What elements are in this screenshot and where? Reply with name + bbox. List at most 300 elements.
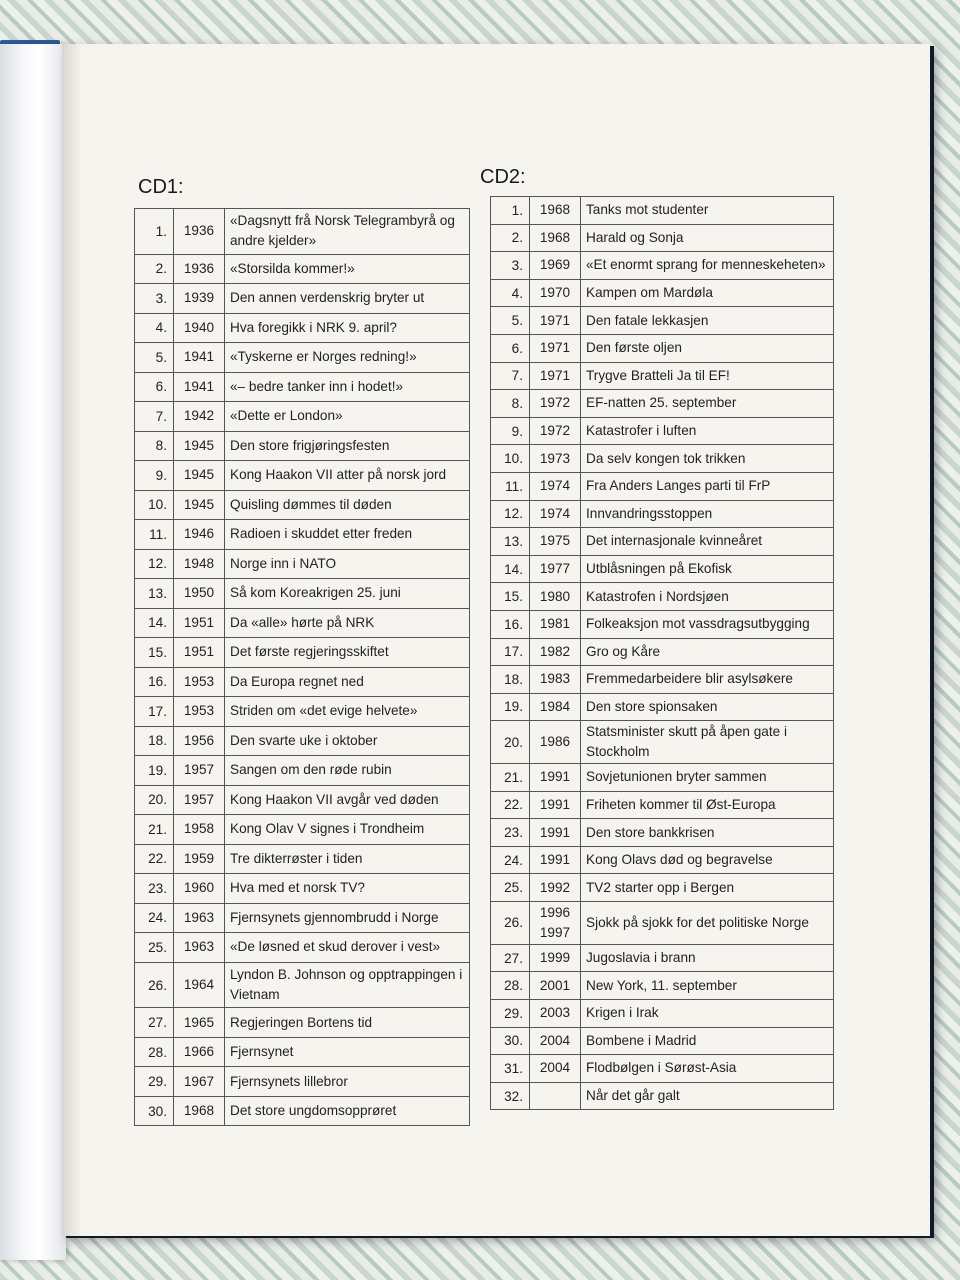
- track-year-value: 1957: [183, 762, 215, 778]
- track-year: [174, 431, 225, 461]
- track-row: [491, 417, 834, 445]
- track-number: 4.: [491, 279, 530, 307]
- track-number: 7.: [491, 362, 530, 390]
- track-year-value: 1936: [183, 223, 215, 239]
- track-number: 8.: [135, 431, 174, 461]
- track-year: [530, 764, 581, 792]
- track-year: [174, 1096, 225, 1126]
- track-title: Bombene i Madrid: [581, 1027, 834, 1055]
- track-year-value: 1968: [183, 1103, 215, 1119]
- track-year: [174, 726, 225, 756]
- track-year: [530, 721, 581, 764]
- track-title: Sjokk på sjokk for det politiske Norge: [581, 902, 834, 945]
- track-title: New York, 11. september: [581, 972, 834, 1000]
- track-title: Regjeringen Bortens tid: [225, 1008, 470, 1038]
- track-row: [491, 334, 834, 362]
- track-title: Katastrofer i luften: [581, 417, 834, 445]
- track-year-value: 1953: [183, 703, 215, 719]
- track-year-value: 1959: [183, 850, 215, 866]
- track-row: [491, 279, 834, 307]
- track-number: 16.: [491, 610, 530, 638]
- track-title: Da Europa regnet ned: [225, 667, 470, 697]
- track-row: [491, 362, 834, 390]
- track-row: [135, 933, 470, 963]
- track-year-value: 1967: [183, 1073, 215, 1089]
- track-year: [530, 972, 581, 1000]
- track-year: [530, 666, 581, 694]
- track-year-value: 2003: [539, 1005, 571, 1021]
- track-row: [135, 1067, 470, 1097]
- track-title: Hva med et norsk TV?: [225, 874, 470, 904]
- track-year-value: 1953: [183, 673, 215, 689]
- track-row: [135, 608, 470, 638]
- track-title: Flodbølgen i Sørøst-Asia: [581, 1055, 834, 1083]
- track-title: Fjernsynet: [225, 1037, 470, 1067]
- track-year-value: 1965: [183, 1014, 215, 1030]
- track-row: [135, 402, 470, 432]
- track-year-value: 1997: [539, 924, 571, 940]
- track-row: [135, 1096, 470, 1126]
- track-year: [174, 962, 225, 1008]
- cd1-track-table: [134, 208, 470, 1126]
- track-title: Striden om «det evige helvete»: [225, 697, 470, 727]
- track-number: 11.: [135, 520, 174, 550]
- track-row: [491, 445, 834, 473]
- track-title: «De løsned et skud derover i vest»: [225, 933, 470, 963]
- track-year-value: 1991: [539, 824, 571, 840]
- track-number: 22.: [491, 791, 530, 819]
- track-year-value: 1991: [539, 769, 571, 785]
- track-year: [530, 472, 581, 500]
- cd1-heading: CD1:: [138, 176, 184, 198]
- track-row: [135, 343, 470, 373]
- track-year: [174, 402, 225, 432]
- track-number: 13.: [491, 528, 530, 556]
- track-number: 5.: [491, 307, 530, 335]
- track-row: [491, 972, 834, 1000]
- track-year: [174, 520, 225, 550]
- track-title: Gro og Kåre: [581, 638, 834, 666]
- track-year-value: 1941: [183, 349, 215, 365]
- track-year-value: 1966: [183, 1044, 215, 1060]
- track-number: 3.: [135, 284, 174, 314]
- track-number: 28.: [491, 972, 530, 1000]
- track-number: 9.: [491, 417, 530, 445]
- track-number: 27.: [491, 944, 530, 972]
- track-year-value: 1971: [539, 340, 571, 356]
- track-year: [174, 697, 225, 727]
- track-title: Fjernsynets gjennombrudd i Norge: [225, 903, 470, 933]
- track-row: [491, 902, 834, 945]
- track-year-value: 2004: [539, 1032, 571, 1048]
- track-year-value: 1960: [183, 880, 215, 896]
- track-year-value: 1977: [539, 561, 571, 577]
- book-spine: [0, 44, 66, 1260]
- track-number: 19.: [135, 756, 174, 786]
- track-year: [530, 279, 581, 307]
- track-number: 1.: [135, 209, 174, 255]
- track-year-value: 1948: [183, 555, 215, 571]
- track-number: 26.: [491, 902, 530, 945]
- track-year-value: 1963: [183, 939, 215, 955]
- track-title: Krigen i Irak: [581, 999, 834, 1027]
- track-row: [491, 721, 834, 764]
- track-year: [530, 528, 581, 556]
- track-year-value: 1991: [539, 796, 571, 812]
- track-number: 24.: [135, 903, 174, 933]
- track-number: 21.: [135, 815, 174, 845]
- track-year-value: 1974: [539, 478, 571, 494]
- track-title: Fremmedarbeidere blir asylsøkere: [581, 666, 834, 694]
- track-year: [530, 1082, 581, 1110]
- track-year: [174, 844, 225, 874]
- track-year-value: 1970: [539, 285, 571, 301]
- track-title: Lyndon B. Johnson og opptrappingen i Vietnam: [225, 962, 470, 1008]
- track-year: [530, 197, 581, 225]
- track-year-value: 1957: [183, 791, 215, 807]
- track-row: [491, 555, 834, 583]
- track-row: [491, 944, 834, 972]
- track-row: [135, 756, 470, 786]
- track-row: [491, 874, 834, 902]
- track-number: 2.: [491, 224, 530, 252]
- track-number: 1.: [491, 197, 530, 225]
- track-number: 17.: [491, 638, 530, 666]
- track-row: [135, 1008, 470, 1038]
- track-row: [135, 313, 470, 343]
- track-row: [135, 490, 470, 520]
- track-year-value: 1992: [539, 879, 571, 895]
- track-year-value: 1982: [539, 643, 571, 659]
- track-year: [530, 846, 581, 874]
- track-year: [530, 334, 581, 362]
- track-row: [135, 254, 470, 284]
- track-row: [135, 697, 470, 727]
- track-year-value: 2001: [539, 977, 571, 993]
- track-title: Hva foregikk i NRK 9. april?: [225, 313, 470, 343]
- track-year: [530, 500, 581, 528]
- track-number: 9.: [135, 461, 174, 491]
- track-number: 20.: [491, 721, 530, 764]
- track-year: [174, 372, 225, 402]
- track-row: [491, 1027, 834, 1055]
- track-year: [530, 874, 581, 902]
- track-number: 29.: [135, 1067, 174, 1097]
- track-year-value: 1999: [539, 950, 571, 966]
- track-year-value: 1945: [183, 496, 215, 512]
- track-number: 27.: [135, 1008, 174, 1038]
- track-year: [174, 1067, 225, 1097]
- track-number: 23.: [135, 874, 174, 904]
- track-year-value: 1951: [183, 614, 215, 630]
- track-year-value: 1971: [539, 312, 571, 328]
- track-year-value: 1945: [183, 437, 215, 453]
- track-title: «Storsilda kommer!»: [225, 254, 470, 284]
- track-number: 15.: [491, 583, 530, 611]
- track-row: [491, 252, 834, 280]
- cd2-heading: CD2:: [480, 166, 526, 188]
- track-year: [174, 608, 225, 638]
- track-year: [174, 549, 225, 579]
- track-row: [491, 1055, 834, 1083]
- track-number: 14.: [491, 555, 530, 583]
- track-row: [135, 874, 470, 904]
- track-row: [491, 1082, 834, 1110]
- track-year-value: 1971: [539, 367, 571, 383]
- track-row: [135, 785, 470, 815]
- track-title: Harald og Sonja: [581, 224, 834, 252]
- track-title: Friheten kommer til Øst-Europa: [581, 791, 834, 819]
- track-title: Kong Haakon VII atter på norsk jord: [225, 461, 470, 491]
- track-year-value: 1950: [183, 585, 215, 601]
- track-row: [491, 472, 834, 500]
- track-title: Trygve Bratteli Ja til EF!: [581, 362, 834, 390]
- track-row: [491, 666, 834, 694]
- track-year: [174, 209, 225, 255]
- track-row: [491, 224, 834, 252]
- track-year-value: 1981: [539, 616, 571, 632]
- track-year-value: 1946: [183, 526, 215, 542]
- track-year: [174, 343, 225, 373]
- track-number: 7.: [135, 402, 174, 432]
- track-year: [174, 1008, 225, 1038]
- track-row: [135, 667, 470, 697]
- track-year-value: 1984: [539, 698, 571, 714]
- track-year: [174, 579, 225, 609]
- track-number: 15.: [135, 638, 174, 668]
- track-row: [135, 431, 470, 461]
- track-number: 31.: [491, 1055, 530, 1083]
- track-year-value: 1956: [183, 732, 215, 748]
- track-year-value: 1986: [539, 734, 571, 750]
- track-year-value: 1974: [539, 505, 571, 521]
- track-year: [174, 1037, 225, 1067]
- track-year: [174, 667, 225, 697]
- track-year-value: 1980: [539, 588, 571, 604]
- track-title: Katastrofen i Nordsjøen: [581, 583, 834, 611]
- track-number: 23.: [491, 819, 530, 847]
- track-title: Jugoslavia i brann: [581, 944, 834, 972]
- track-title: Den annen verdenskrig bryter ut: [225, 284, 470, 314]
- track-number: 20.: [135, 785, 174, 815]
- track-number: 14.: [135, 608, 174, 638]
- track-row: [491, 197, 834, 225]
- track-title: Kong Haakon VII avgår ved døden: [225, 785, 470, 815]
- track-number: 6.: [491, 334, 530, 362]
- track-number: 13.: [135, 579, 174, 609]
- track-title: Den fatale lekkasjen: [581, 307, 834, 335]
- track-year: [174, 313, 225, 343]
- track-year-value: 1945: [183, 467, 215, 483]
- track-number: 25.: [491, 874, 530, 902]
- track-year: [530, 362, 581, 390]
- track-row: [491, 846, 834, 874]
- track-row: [491, 528, 834, 556]
- track-number: 18.: [491, 666, 530, 694]
- track-number: 26.: [135, 962, 174, 1008]
- track-title: «– bedre tanker inn i hodet!»: [225, 372, 470, 402]
- track-title: Fra Anders Langes parti til FrP: [581, 472, 834, 500]
- track-title: Det første regjeringsskiftet: [225, 638, 470, 668]
- track-year: [174, 933, 225, 963]
- track-number: 8.: [491, 390, 530, 418]
- track-row: [135, 372, 470, 402]
- track-title: Kong Olav V signes i Trondheim: [225, 815, 470, 845]
- track-number: 24.: [491, 846, 530, 874]
- track-row: [135, 844, 470, 874]
- track-number: 22.: [135, 844, 174, 874]
- track-title: Kampen om Mardøla: [581, 279, 834, 307]
- track-year: [174, 490, 225, 520]
- track-number: 10.: [135, 490, 174, 520]
- track-row: [135, 726, 470, 756]
- track-year: [530, 1027, 581, 1055]
- track-year-value: 1968: [539, 229, 571, 245]
- track-title: «Dette er London»: [225, 402, 470, 432]
- track-year-value: 1936: [183, 260, 215, 276]
- track-year: [530, 583, 581, 611]
- track-title: Når det går galt: [581, 1082, 834, 1110]
- track-row: [491, 999, 834, 1027]
- track-year-value: 1951: [183, 644, 215, 660]
- track-year-value: 1941: [183, 378, 215, 394]
- track-number: 28.: [135, 1037, 174, 1067]
- track-year: [174, 461, 225, 491]
- track-year: [174, 638, 225, 668]
- track-number: 29.: [491, 999, 530, 1027]
- track-number: 12.: [135, 549, 174, 579]
- track-number: 4.: [135, 313, 174, 343]
- track-title: Den svarte uke i oktober: [225, 726, 470, 756]
- track-title: Utblåsningen på Ekofisk: [581, 555, 834, 583]
- track-title: Da «alle» hørte på NRK: [225, 608, 470, 638]
- track-title: Det store ungdomsopprøret: [225, 1096, 470, 1126]
- track-row: [135, 962, 470, 1008]
- track-number: 30.: [135, 1096, 174, 1126]
- track-year: [174, 756, 225, 786]
- track-year: [174, 903, 225, 933]
- track-title: Kong Olavs død og begravelse: [581, 846, 834, 874]
- track-year-value: 1969: [539, 257, 571, 273]
- track-year-value: 1939: [183, 290, 215, 306]
- track-row: [491, 583, 834, 611]
- track-year: [174, 874, 225, 904]
- track-number: 18.: [135, 726, 174, 756]
- track-year: [530, 693, 581, 721]
- cd2-track-table: [490, 196, 834, 1110]
- track-year: [174, 815, 225, 845]
- track-row: [135, 549, 470, 579]
- track-year: [530, 417, 581, 445]
- track-number: 5.: [135, 343, 174, 373]
- track-year: [530, 307, 581, 335]
- track-year-value: 1991: [539, 852, 571, 868]
- track-row: [135, 520, 470, 550]
- track-year-value: 1968: [539, 202, 571, 218]
- track-title: Radioen i skuddet etter freden: [225, 520, 470, 550]
- track-title: Tre dikterrøster i tiden: [225, 844, 470, 874]
- track-title: «Et enormt sprang for menneskeheten»: [581, 252, 834, 280]
- track-number: 12.: [491, 500, 530, 528]
- track-year-value: 1972: [539, 423, 571, 439]
- track-year: [530, 999, 581, 1027]
- track-title: Den første oljen: [581, 334, 834, 362]
- track-row: [135, 1037, 470, 1067]
- track-title: Den store frigjøringsfesten: [225, 431, 470, 461]
- track-number: 2.: [135, 254, 174, 284]
- track-year-value: 1983: [539, 671, 571, 687]
- track-title: Folkeaksjon mot vassdragsutbygging: [581, 610, 834, 638]
- track-title: Statsminister skutt på åpen gate i Stockholm: [581, 721, 834, 764]
- track-title: «Dagsnytt frå Norsk Telegrambyrå og andre kjelder»: [225, 209, 470, 255]
- track-number: 10.: [491, 445, 530, 473]
- track-title: «Tyskerne er Norges redning!»: [225, 343, 470, 373]
- track-row: [135, 209, 470, 255]
- track-number: 17.: [135, 697, 174, 727]
- track-year: [530, 445, 581, 473]
- track-title: Den store bankkrisen: [581, 819, 834, 847]
- track-title: Norge inn i NATO: [225, 549, 470, 579]
- track-year: [530, 610, 581, 638]
- track-title: Så kom Koreakrigen 25. juni: [225, 579, 470, 609]
- track-title: Innvandringsstoppen: [581, 500, 834, 528]
- track-year: [530, 902, 581, 945]
- track-title: Fjernsynets lillebror: [225, 1067, 470, 1097]
- track-row: [135, 638, 470, 668]
- track-year: [174, 284, 225, 314]
- track-row: [491, 764, 834, 792]
- track-number: 32.: [491, 1082, 530, 1110]
- track-row: [135, 284, 470, 314]
- track-title: EF-natten 25. september: [581, 390, 834, 418]
- track-year-value: 2004: [539, 1060, 571, 1076]
- track-title: Da selv kongen tok trikken: [581, 445, 834, 473]
- track-number: 21.: [491, 764, 530, 792]
- track-year-value: 1942: [183, 408, 215, 424]
- track-row: [491, 638, 834, 666]
- track-year-value: 1964: [183, 977, 215, 993]
- track-year-value: 1958: [183, 821, 215, 837]
- track-title: Quisling dømmes til døden: [225, 490, 470, 520]
- track-title: Det internasjonale kvinneåret: [581, 528, 834, 556]
- track-year: [530, 252, 581, 280]
- track-row: [491, 500, 834, 528]
- track-year-value: 1975: [539, 533, 571, 549]
- track-year-value: 1940: [183, 319, 215, 335]
- track-title: Tanks mot studenter: [581, 197, 834, 225]
- book-page: [62, 44, 930, 1236]
- track-title: Den store spionsaken: [581, 693, 834, 721]
- track-title: TV2 starter opp i Bergen: [581, 874, 834, 902]
- track-year: [530, 390, 581, 418]
- track-row: [135, 579, 470, 609]
- track-row: [135, 903, 470, 933]
- track-title: Sangen om den røde rubin: [225, 756, 470, 786]
- track-year-value: 1972: [539, 395, 571, 411]
- track-year: [530, 1055, 581, 1083]
- track-row: [491, 307, 834, 335]
- track-year: [530, 944, 581, 972]
- track-year-value: 1973: [539, 450, 571, 466]
- track-year-value: 1996: [539, 904, 571, 920]
- track-year: [174, 254, 225, 284]
- track-row: [491, 819, 834, 847]
- track-year: [530, 555, 581, 583]
- track-year: [530, 224, 581, 252]
- page-gutter-shadow: [62, 44, 82, 1236]
- track-title: Sovjetunionen bryter sammen: [581, 764, 834, 792]
- track-number: 25.: [135, 933, 174, 963]
